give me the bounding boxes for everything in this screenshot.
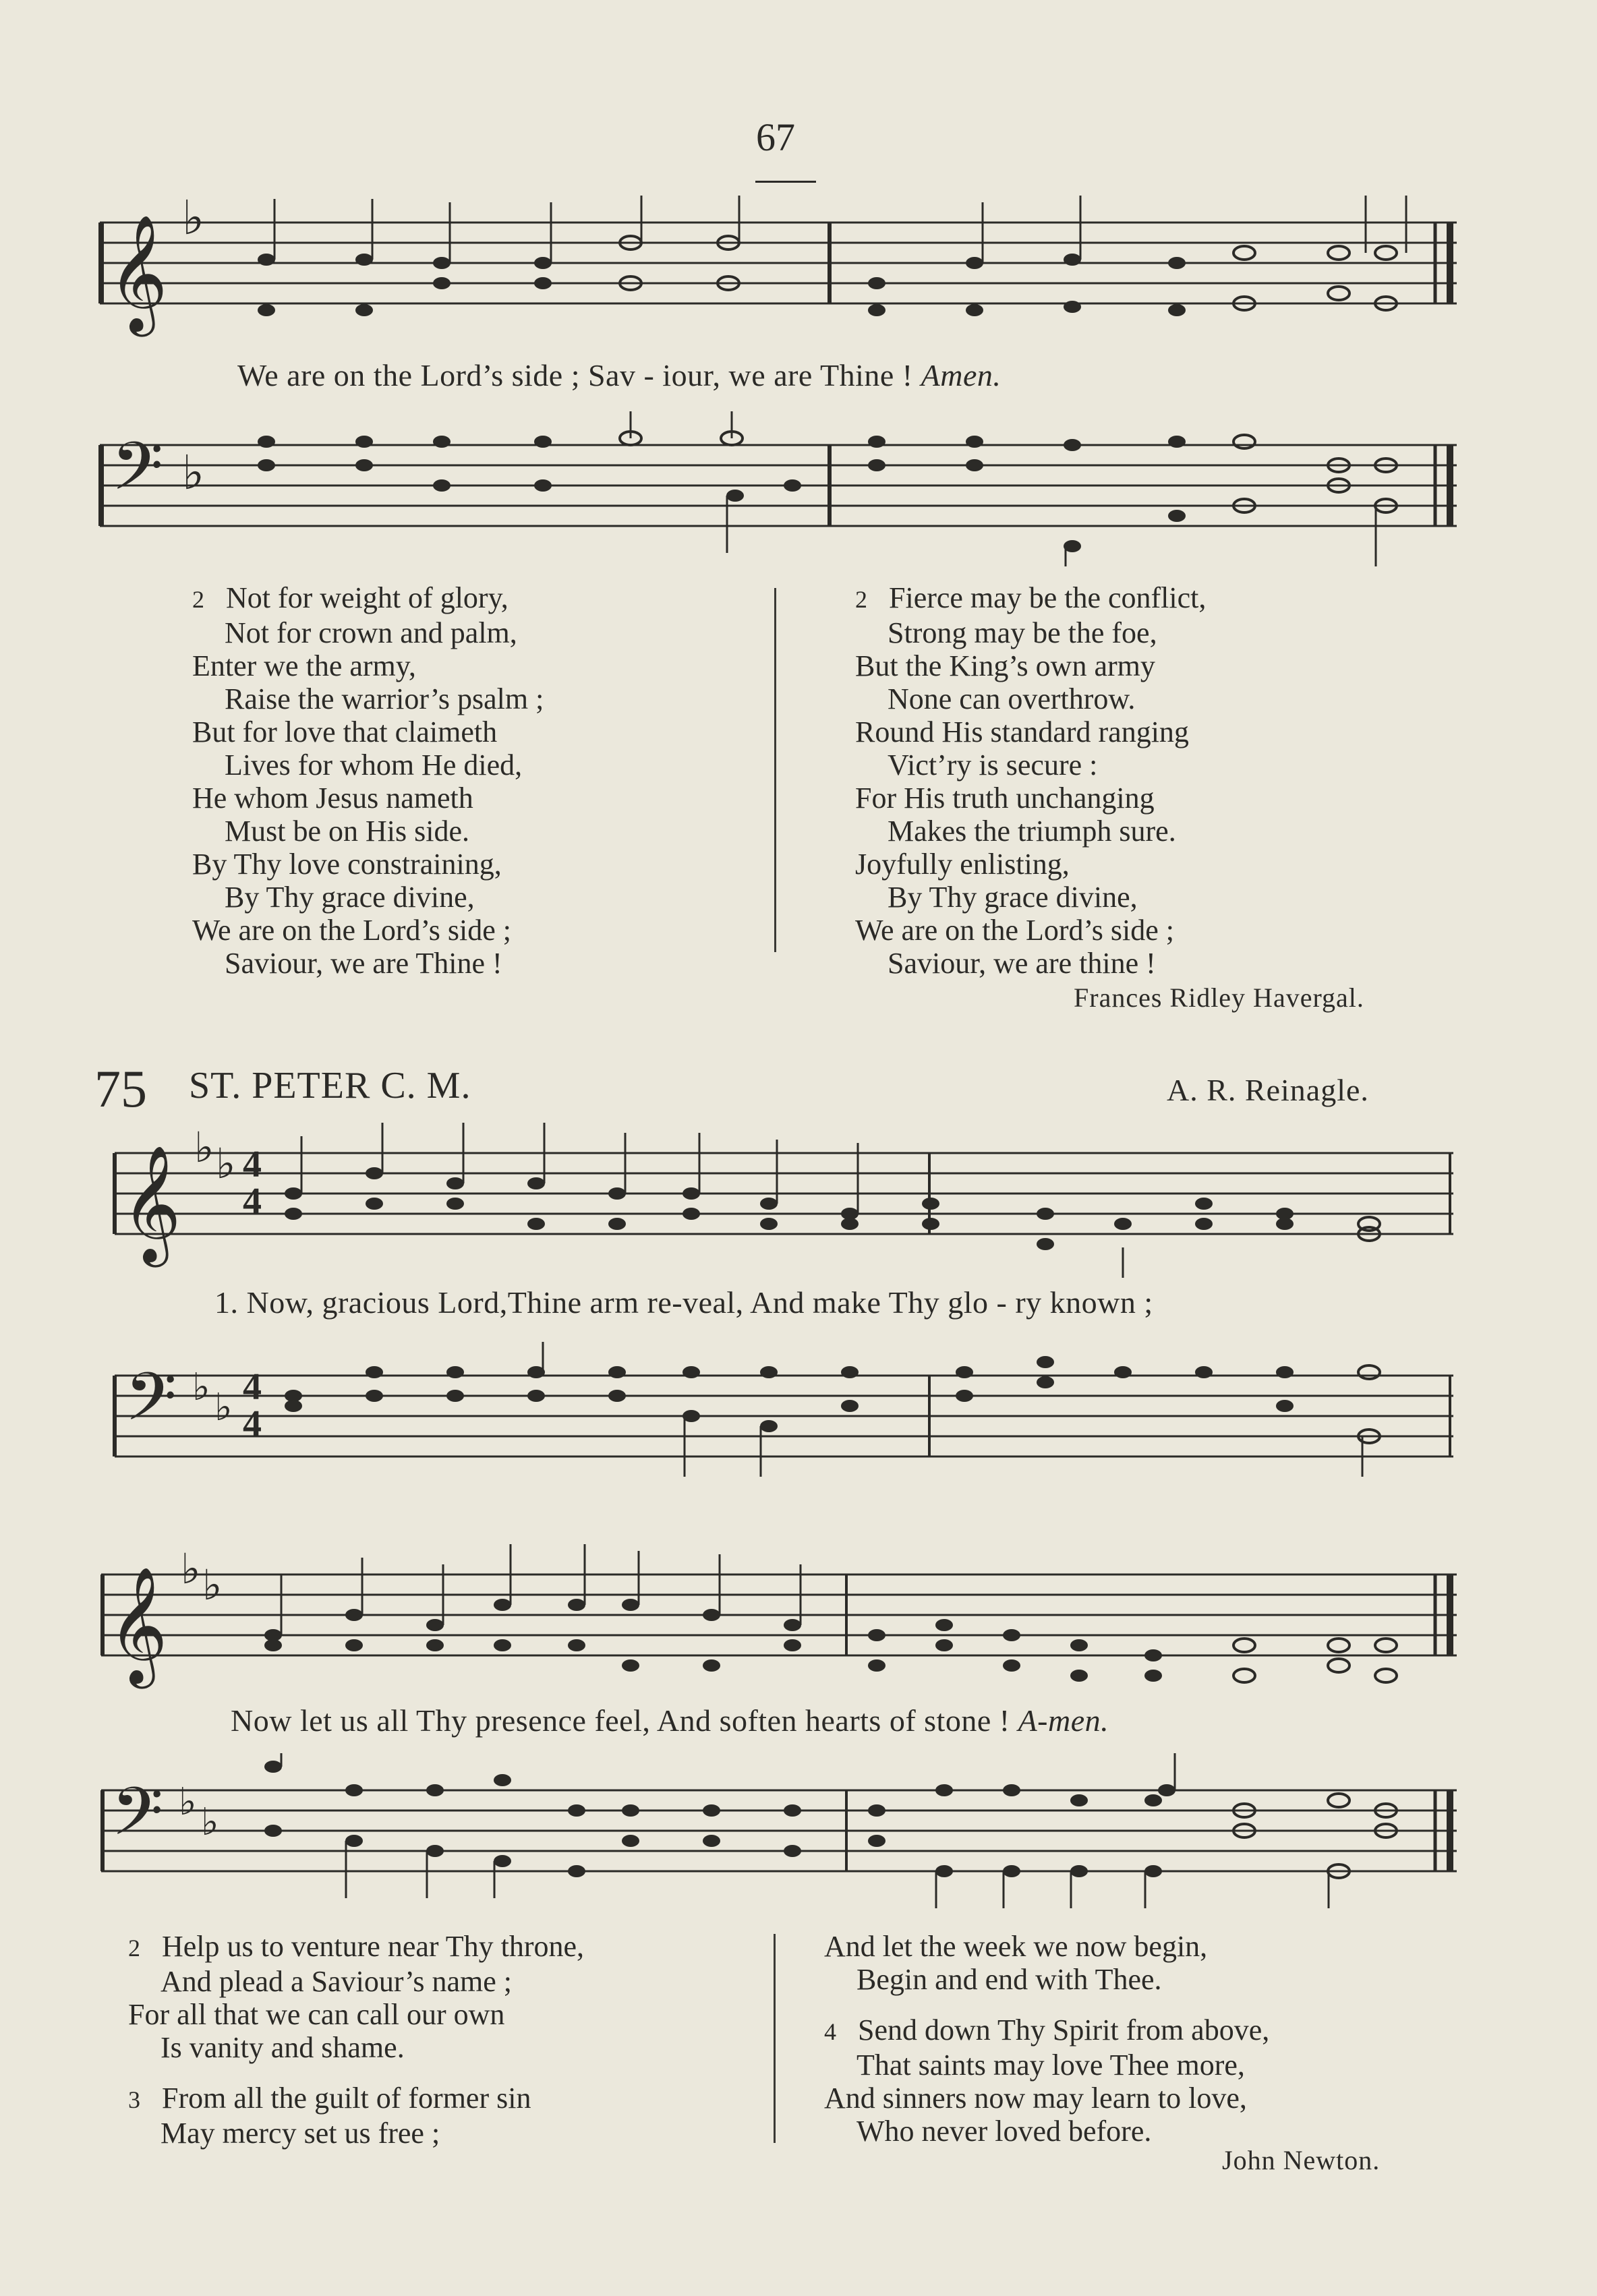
hymn-75-bass-staff-1 xyxy=(0,1342,1597,1477)
hymn-74-verse-right: 2 Fierce may be the conflict, Strong may be the foe, But the King’s own army None can overthrow. Round His standard ranging Vict’ry is secure : For His truth unchanging Makes the triumph sure. Joyfully enlisting, By Thy grace divine, We are on the Lord’s side ; Saviour, we are thine ! xyxy=(855,581,1207,980)
treble-clef-icon: 𝄞 xyxy=(108,1566,168,1684)
hymn-75-bass-staff-2 xyxy=(0,1753,1597,1915)
verse-number: 4 xyxy=(824,2018,836,2045)
hymn-75-treble-staff-2 xyxy=(0,1544,1597,1706)
verse-number: 3 xyxy=(128,2086,140,2113)
hymn-number: 75 xyxy=(94,1059,147,1118)
flat-icon: ♭ xyxy=(202,1560,223,1610)
flat-icon: ♭ xyxy=(182,190,205,245)
flat-icon: ♭ xyxy=(194,1123,214,1172)
verse-number: 2 xyxy=(192,586,204,613)
page-number: 67 xyxy=(756,115,795,159)
verse-divider xyxy=(774,588,776,952)
hymn-75-treble-staff-1 xyxy=(0,1123,1597,1278)
bass-clef-icon: 𝄢 xyxy=(111,428,164,522)
flat-icon: ♭ xyxy=(201,1800,219,1844)
hymn-75-verse-left: 2 Help us to venture near Thy throne, And plead a Saviour’s name ; For all that we can call our own Is vanity and shame. 3 From all the guilt of former sin May mercy set us free ; xyxy=(128,1930,585,2150)
time-signature: 4 xyxy=(243,1144,262,1185)
page-number-rule xyxy=(755,181,816,183)
hymn-title: ST. PETER C. M. xyxy=(189,1065,471,1107)
hymn-composer: A. R. Reinagle. xyxy=(1167,1073,1369,1107)
bass-clef-icon: 𝄢 xyxy=(125,1359,177,1452)
verse-divider xyxy=(774,1934,776,2143)
time-signature: 4 xyxy=(243,1181,262,1223)
flat-icon: ♭ xyxy=(216,1139,236,1188)
hymn-75-author: John Newton. xyxy=(1222,2145,1381,2175)
hymn-75-lyric-1: 1. Now, gracious Lord,Thine arm re-veal, And make Thy glo - ry known ; xyxy=(214,1285,1153,1320)
flat-icon: ♭ xyxy=(214,1386,233,1430)
amen-text: Amen. xyxy=(921,358,1001,392)
flat-icon: ♭ xyxy=(192,1365,210,1409)
bass-clef-icon: 𝄢 xyxy=(111,1773,164,1867)
hymn-74-lyric: We are on the Lord’s side ; Sav - iour, we are Thine ! Amen. xyxy=(237,358,1001,392)
flat-icon: ♭ xyxy=(182,445,205,500)
treble-clef-icon: 𝄞 xyxy=(121,1145,181,1262)
verse-number: 2 xyxy=(855,586,867,613)
flat-icon: ♭ xyxy=(179,1780,197,1824)
hymn-74-treble-staff xyxy=(0,190,1597,351)
hymn-74-author: Frances Ridley Havergal. xyxy=(1074,982,1364,1013)
treble-clef-icon: 𝄞 xyxy=(108,214,168,332)
hymn-75-lyric-2: Now let us all Thy presence feel, And soften hearts of stone ! A-men. xyxy=(231,1703,1109,1738)
hymn-74-verse-left: 2 Not for weight of glory, Not for crown and palm, Enter we the army, Raise the warrior’s psalm ; But for love that claimeth Lives for whom He died, He whom Jesus nameth Must be on His side. By Thy love constraining, By Thy grace divine, We are on the Lord’s side ; Saviour, we are Thine ! xyxy=(192,581,544,980)
time-signature: 4 xyxy=(243,1403,262,1445)
verse-number: 2 xyxy=(128,1935,140,1962)
amen-text: A-men. xyxy=(1018,1703,1109,1738)
hymn-74-bass-staff xyxy=(0,411,1597,573)
flat-icon: ♭ xyxy=(181,1544,201,1593)
hymn-75-verse-right: And let the week we now begin, Begin and end with Thee. 4 Send down Thy Spirit from above, That saints may love Thee more, And sinners now may learn to love, Who never loved before. xyxy=(824,1930,1270,2148)
time-signature: 4 xyxy=(243,1366,262,1408)
